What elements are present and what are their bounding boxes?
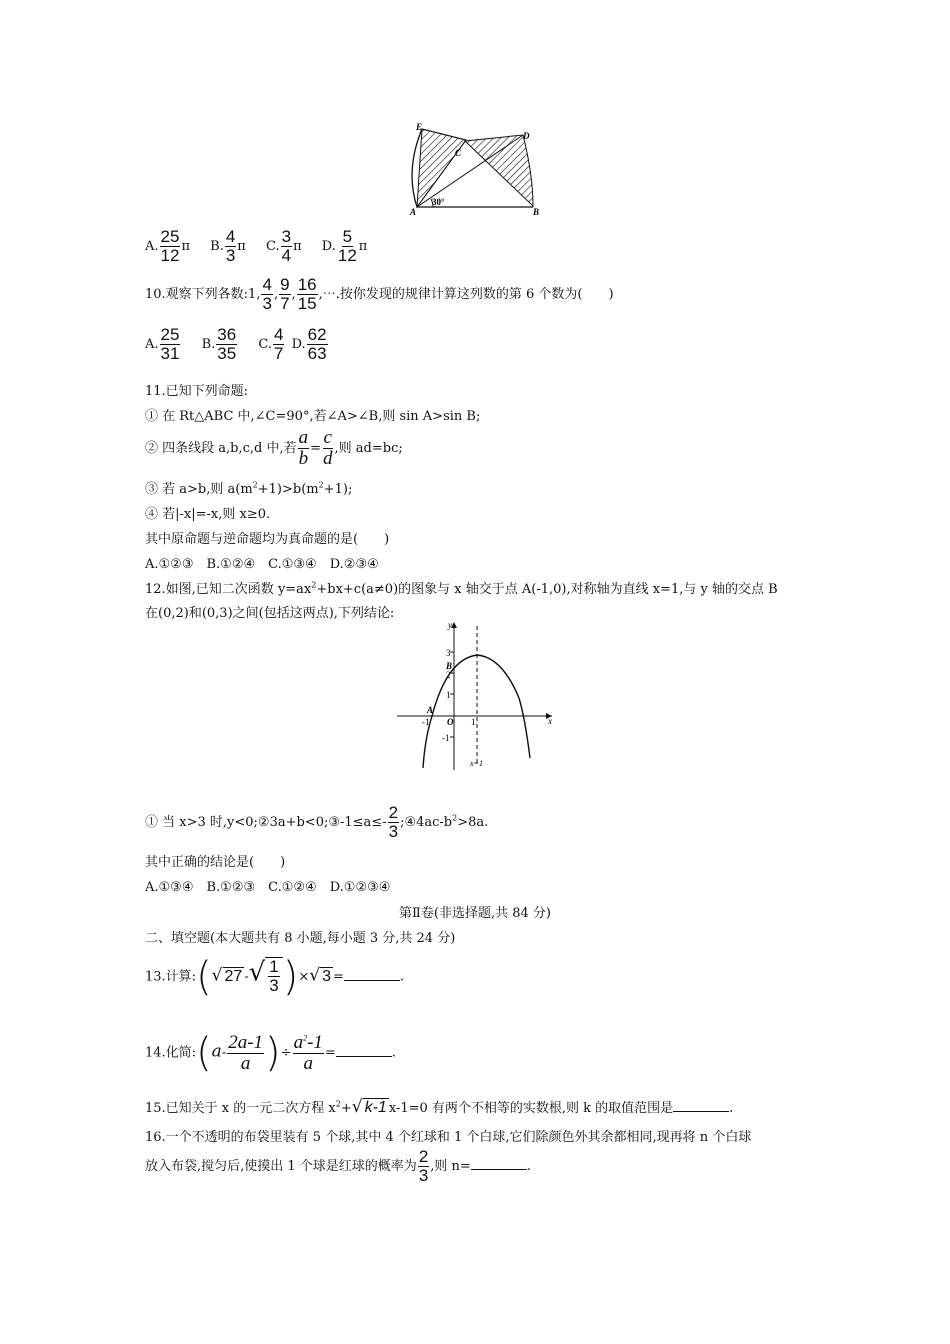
q10-option-a: A. $\frac{25}{31}$ <box>145 325 180 363</box>
geometry-figure <box>405 120 555 220</box>
label-E: E <box>416 122 423 132</box>
part2-title: 第Ⅱ卷(非选择题,共 84 分) <box>399 906 551 921</box>
axis-label: x=1 <box>470 759 483 768</box>
tick-1: 1 <box>446 690 451 700</box>
q15: 15.已知关于 x 的一元二次方程 $x^2+√$ k-1 x-1=0 有两个不相等的实数根,则 k 的取值范围是 . <box>145 1097 734 1117</box>
tick-neg1-y: -1 <box>442 733 450 743</box>
section2-title: 二、填空题(本大题共有 8 小题,每小题 3 分,共 24 分) <box>145 931 456 946</box>
label-A: A <box>410 207 417 217</box>
label-C: C <box>455 148 462 158</box>
tick-neg1-x: -1 <box>422 717 430 727</box>
tick-3: 3 <box>446 648 451 658</box>
q11-options: A.①②③ B.①②④ C.①③④ D.②③④ <box>145 557 379 572</box>
point-A-label: A <box>427 705 434 715</box>
shaded-region-right <box>465 135 533 206</box>
q10-option-c: C. $\frac{4}{7}$ <box>258 325 284 363</box>
q16-line2: 放入布袋,搅匀后,使摸出 1 个球是红球的概率为 $\frac{2}{3}$ ,则 n= . <box>145 1147 531 1185</box>
q9-options <box>145 228 383 265</box>
q10-option-b: B. $\frac{36}{35}$ <box>201 325 237 363</box>
q12-stem-line1: 12.如图,已知二次函数 $y=ax^2+bx+c(a\ne 0)$的图象与 x 轴交于点 A(-1,0),对称轴为直线 x=1,与 y 轴的交点 B <box>145 580 778 597</box>
q10-options <box>145 326 345 363</box>
q12-conclusions: ① 当 x>3 时,y<0;②3a+b<0;③-1≤a≤- $\frac{2}{3}$ $;④4ac-b^2>8a$. <box>145 803 489 841</box>
y-axis-label: y <box>448 620 452 630</box>
q9-option-a: A. $\frac{25}{12}$ π <box>145 227 190 265</box>
q13: 13.计算:(√ 27 -√ $\frac{1}{3}$ )×√ 3 = . <box>145 954 405 1000</box>
q12-options: A.①③④ B.①②③ C.①②④ D.①②③④ <box>145 880 391 895</box>
q9-option-d: D. $\frac{5}{12}$ π <box>321 227 368 265</box>
q9-option-c: C. $\frac{3}{4}$ π <box>265 227 302 265</box>
label-B: B <box>533 207 540 217</box>
q12-stem-line2: 在(0,2)和(0,3)之间(包括这两点),下列结论: <box>145 606 395 621</box>
x-axis-label: x <box>548 716 552 726</box>
q10-stem: 10.观察下列各数:1, $\frac{4}{3}$ , $\frac{9}{7}$ , $\frac{16}{15}$ ,⋯.按你发现的规律计算这列数的第 6 个数为( ) <box>145 275 614 313</box>
origin-label: O <box>447 717 454 727</box>
q10-option-d: D. $\frac{62}{63}$ <box>291 325 327 363</box>
label-D: D <box>523 131 530 141</box>
q11-prop-1: ① 在 Rt△ABC 中,∠C=90°,若∠A>∠B,则 sin A>sin B; <box>145 409 481 424</box>
point-B-label: B <box>446 661 453 671</box>
tick-1-x: 1 <box>471 717 476 727</box>
q11-ask: 其中原命题与逆命题均为真命题的是( ) <box>145 532 390 547</box>
q11-prop-2: ② 四条线段 a,b,c,d 中,若 $\frac{a}{b}$ = $\frac{c}{d}$ ,则 ad=bc; <box>145 427 403 469</box>
shaded-region-left <box>417 129 466 207</box>
q16-line1: 16.一个不透明的布袋里装有 5 个球,其中 4 个红球和 1 个白球,它们除颜色外其余都相同,现再将 n 个白球 <box>145 1130 752 1145</box>
q12-ask: 其中正确的结论是( ) <box>145 855 286 870</box>
q14: 14.化简:(a- $\frac{2a-1}{a}$ )÷ $\frac{a^2-1}{a}$ = . <box>145 1030 396 1076</box>
q11-prop-4: ④ 若|-x|=-x,则 x≥0. <box>145 507 271 522</box>
angle-label: 30° <box>432 197 445 207</box>
tick-2: 2 <box>446 670 451 680</box>
q11-prop-3: ③ 若 a>b,则 $a(m^2+1)>b(m^2+1)$; <box>145 480 353 497</box>
parabola-graph <box>392 618 562 776</box>
q11-stem: 11.已知下列命题: <box>145 384 249 399</box>
q9-option-b: B. $\frac{4}{3}$ π <box>210 227 246 265</box>
